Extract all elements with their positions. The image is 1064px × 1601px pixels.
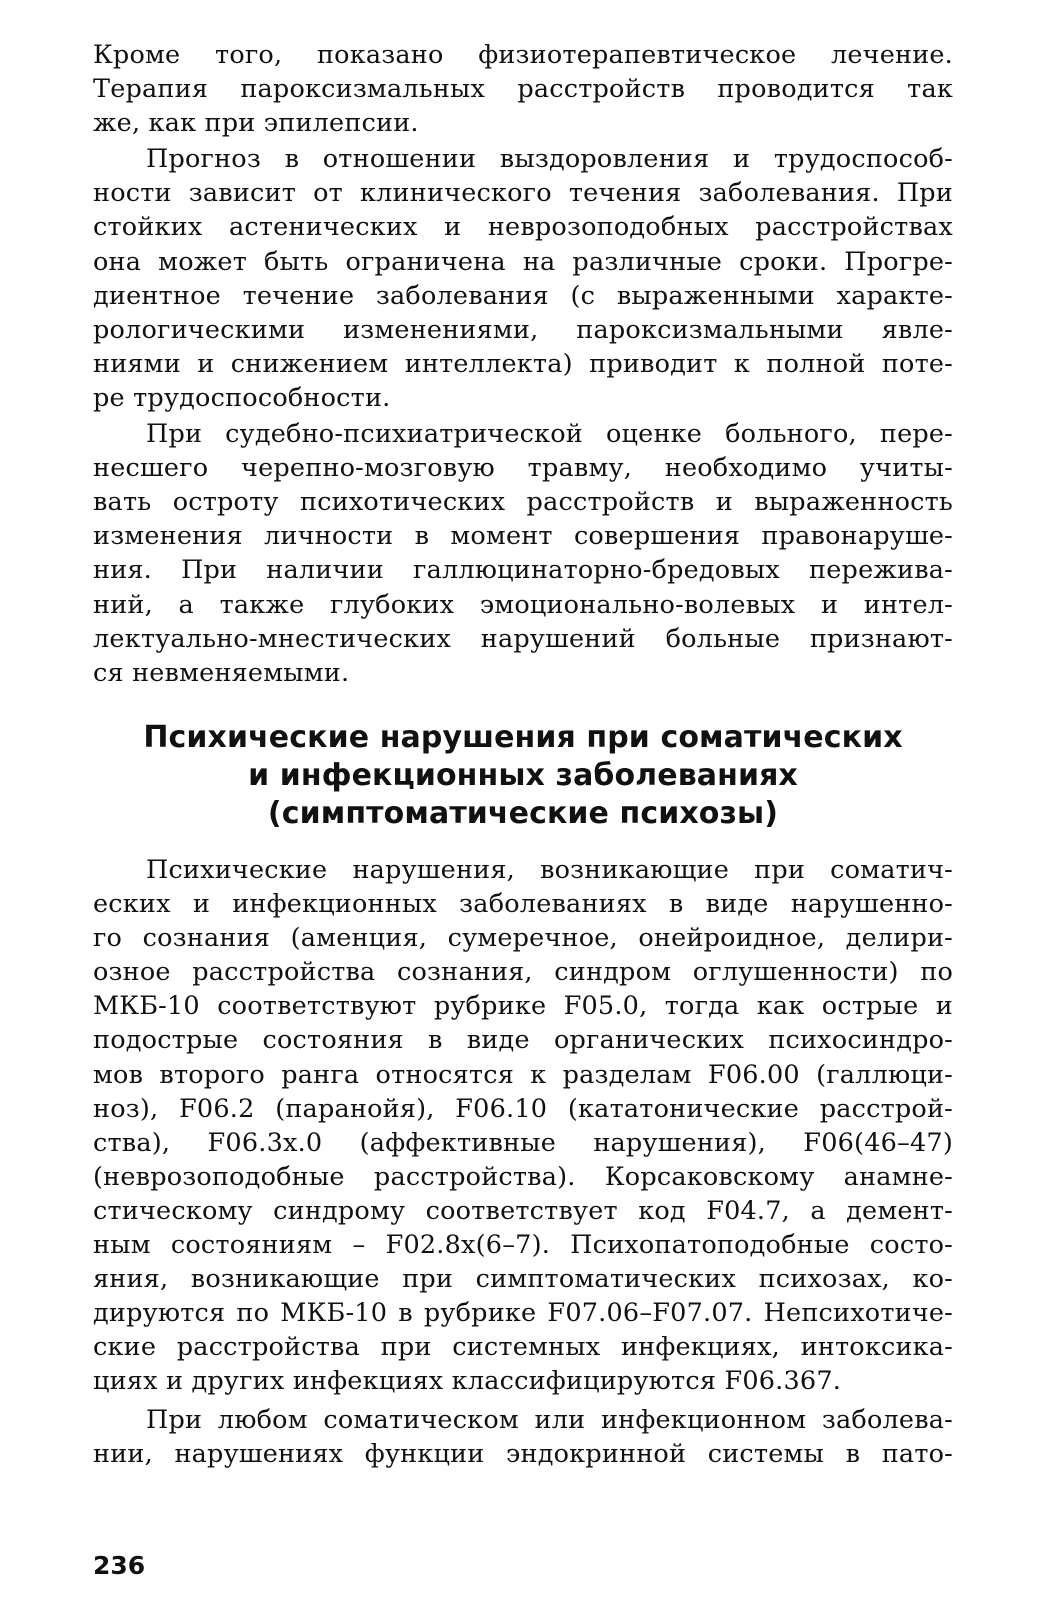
text-line: несшего черепно-мозговую травму, необходимо учиты- (93, 453, 953, 484)
text-line: дируются по МКБ-10 в рубрике F07.06–F07.07. Непсихотиче- (93, 1298, 953, 1329)
text-line: ным состояниям – F02.8x(6–7). Психопатоподобные состо- (93, 1230, 953, 1261)
text-line: циях и других инфекциях классифицируются F06.367. (93, 1366, 842, 1397)
text-line: При любом соматическом или инфекционном заболева- (146, 1404, 953, 1435)
text-line: нии, нарушениях функции эндокринной системы в пато- (93, 1438, 953, 1469)
text-line: Прогноз в отношении выздоровления и трудоспособ- (146, 144, 953, 175)
text-line: Кроме того, показано физиотерапевтическое лечение. (93, 40, 953, 70)
text-line: она может быть ограничена на различные сроки. Прогре- (93, 246, 953, 277)
text-line: же, как при эпилепсии. (93, 108, 419, 139)
heading-line-3: (симптоматические психозы) (267, 796, 779, 831)
paragraph (93, 38, 953, 140)
bottom-text-block (93, 853, 953, 1471)
top-text-block (93, 38, 953, 690)
text-line: яния, возникающие при симптоматических психозах, ко- (93, 1264, 953, 1295)
paragraph (93, 853, 953, 1399)
text-line: стойких астенических и неврозоподобных расстройствах (93, 212, 953, 243)
text-line: (неврозоподобные расстройства). Корсаковскому анамне- (93, 1161, 953, 1192)
page-number: 236 (93, 1551, 146, 1580)
text-line: ниями и снижением интеллекта) приводит к полной поте- (93, 348, 953, 379)
text-line: ний, а также глубоких эмоционально-волевых и интел- (93, 589, 953, 620)
text-line: го сознания (аменция, сумеречное, онейроидное, делири- (93, 923, 953, 954)
text-line: ноз), F06.2 (паранойя), F06.10 (кататонические расстрой- (93, 1093, 953, 1124)
text-line: ре трудоспособности. (93, 382, 391, 413)
paragraph (93, 142, 953, 415)
text-line: ния. При наличии галлюцинаторно-бредовых пережива- (93, 555, 953, 586)
text-line: диентное течение заболевания (с выраженными характе- (93, 280, 953, 311)
text-line: ся невменяемыми. (93, 657, 350, 688)
heading-line-2: и инфекционных заболеваниях (248, 758, 798, 793)
text-line: еских и инфекционных заболеваниях в виде нарушенно- (93, 889, 953, 920)
text-line: ства), F06.3x.0 (аффективные нарушения), F06(46–47) (93, 1127, 953, 1158)
text-line: рологическими изменениями, пароксизмальными явле- (93, 314, 953, 345)
text-line: ности зависит от клинического течения заболевания. При (93, 178, 953, 209)
text-line: При судебно-психиатрической оценке больного, пере- (146, 419, 953, 450)
text-line: подострые состояния в виде органических психосиндро- (93, 1025, 953, 1056)
paragraph (93, 417, 953, 690)
paragraph (93, 1403, 953, 1471)
heading-line-1: Психические нарушения при соматических (143, 720, 903, 755)
text-line: ские расстройства при системных инфекциях, интоксика- (93, 1332, 953, 1363)
text-line: Терапия пароксизмальных расстройств проводится так (93, 74, 953, 105)
text-line: вать остроту психотических расстройств и выраженность (93, 487, 953, 518)
text-line: стическому синдрому соответствует код F04.7, а демент- (93, 1195, 953, 1226)
text-line: озное расстройства сознания, синдром оглушенности) по (93, 957, 953, 988)
section-heading (93, 719, 953, 833)
text-line: мов второго ранга относятся к разделам F06.00 (галлюци- (93, 1059, 953, 1090)
text-line: Психические нарушения, возникающие при соматич- (146, 855, 953, 885)
text-line: изменения личности в момент совершения правонаруше- (93, 521, 953, 552)
text-line: лектуально-мнестических нарушений больные признают- (93, 623, 953, 654)
text-line: МКБ-10 соответствуют рубрике F05.0, тогда как острые и (93, 991, 953, 1022)
